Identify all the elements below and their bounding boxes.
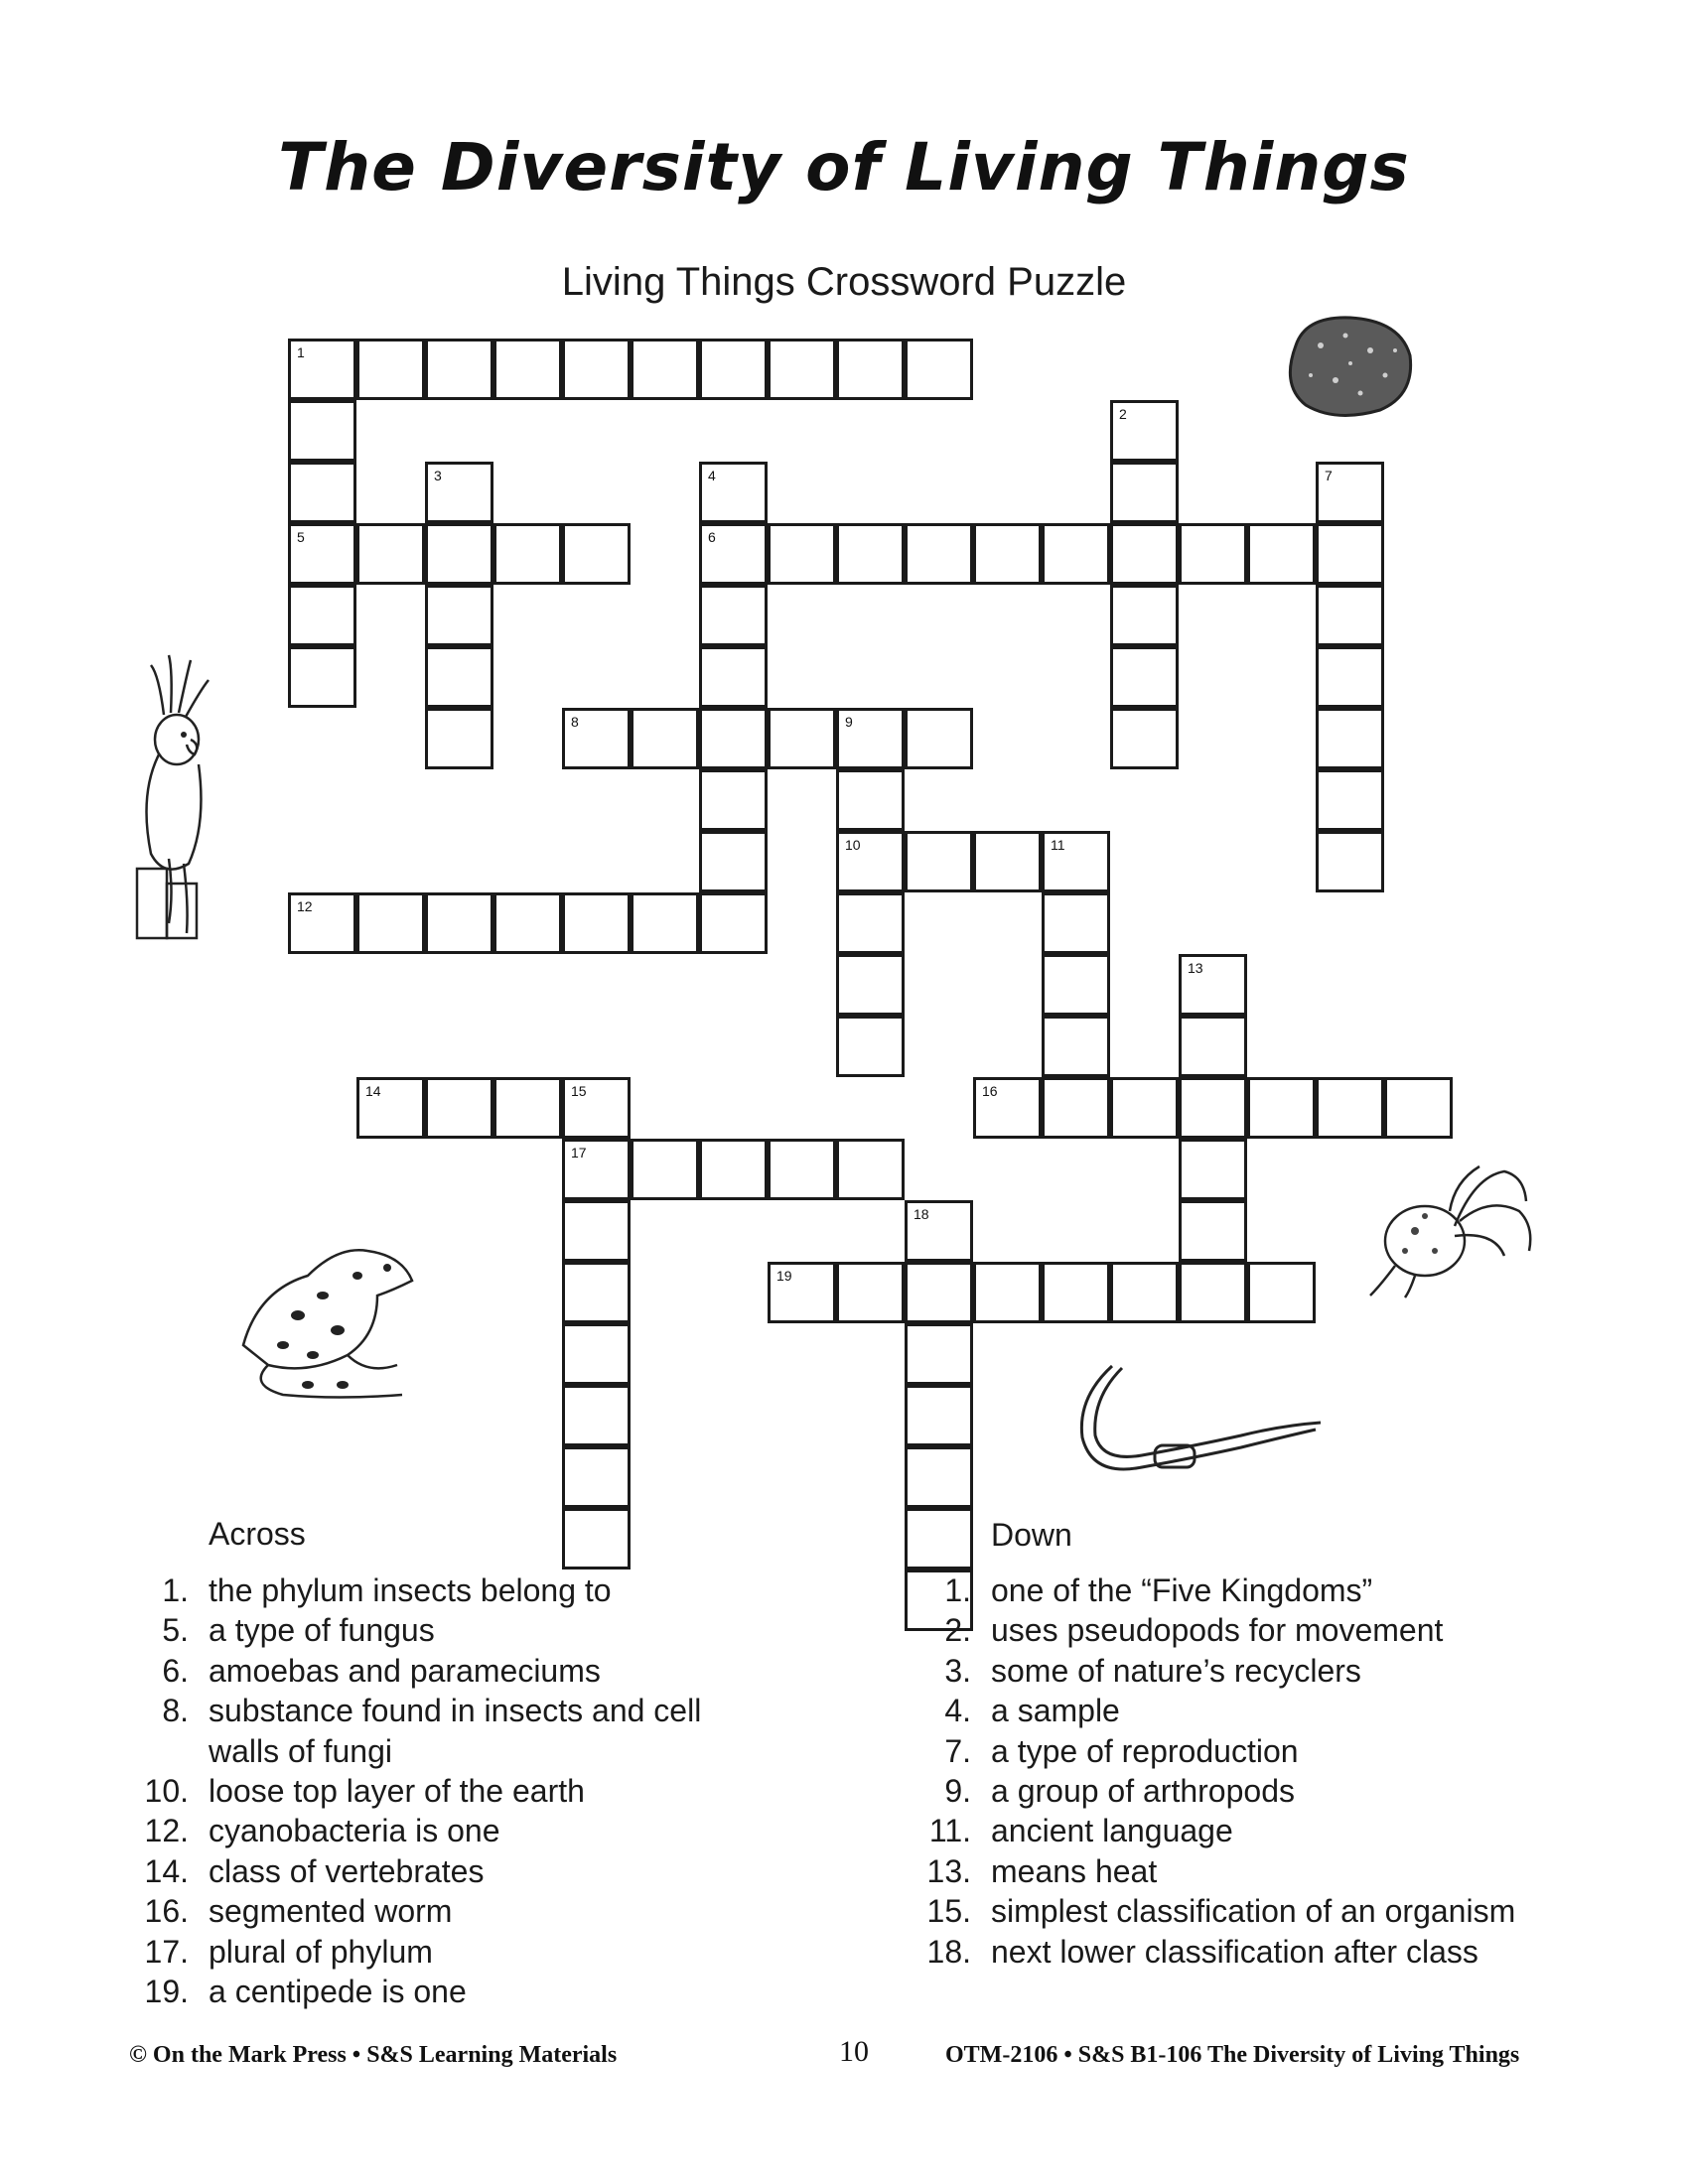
clue-text: ancient language xyxy=(991,1813,1233,1849)
crossword-cell[interactable] xyxy=(973,1077,1042,1139)
clue-text: means heat xyxy=(991,1852,1158,1889)
crossword-cell[interactable] xyxy=(1316,1077,1384,1139)
crossword-cell[interactable] xyxy=(905,1446,973,1508)
crossword-cell[interactable] xyxy=(768,1262,836,1323)
crossword-cell[interactable] xyxy=(768,1139,836,1200)
crossword-cell[interactable] xyxy=(699,892,768,954)
frog-illustration xyxy=(228,1236,427,1405)
crossword-cell[interactable] xyxy=(699,585,768,646)
crossword-cell[interactable] xyxy=(1179,1139,1247,1200)
across-heading: Across xyxy=(209,1516,306,1552)
clue-number: 12. xyxy=(144,1813,189,1849)
clue-number: 15. xyxy=(926,1893,971,1930)
crossword-cell[interactable] xyxy=(1179,523,1247,585)
clue-text: one of the “Five Kingdoms” xyxy=(991,1572,1373,1608)
crossword-cell[interactable] xyxy=(1110,646,1179,708)
clue-text: some of nature’s recyclers xyxy=(991,1652,1361,1689)
crossword-cell[interactable] xyxy=(1316,523,1384,585)
crossword-cell[interactable] xyxy=(562,1077,631,1139)
crossword-cell[interactable] xyxy=(1042,1077,1110,1139)
crossword-cell[interactable] xyxy=(836,1139,905,1200)
clue-number: 11. xyxy=(928,1813,971,1849)
crossword-cell[interactable] xyxy=(288,585,356,646)
crossword-cell[interactable] xyxy=(905,523,973,585)
crossword-cell[interactable] xyxy=(1110,585,1179,646)
crossword-cell[interactable] xyxy=(562,1508,631,1570)
crossword-cell[interactable] xyxy=(562,892,631,954)
crossword-cell[interactable] xyxy=(973,523,1042,585)
clue-text: amoebas and parameciums xyxy=(209,1652,601,1689)
clue-text: walls of fungi xyxy=(209,1732,392,1769)
crossword-cell[interactable] xyxy=(493,1077,562,1139)
clue-text: plural of phylum xyxy=(209,1933,433,1970)
crossword-cell[interactable] xyxy=(562,1385,631,1446)
crossword-cell[interactable] xyxy=(562,339,631,400)
clue-number: 3. xyxy=(944,1652,971,1689)
crossword-cell[interactable] xyxy=(425,708,493,769)
clue-text: segmented worm xyxy=(209,1893,453,1930)
crossword-cell[interactable] xyxy=(836,831,905,892)
crossword-cell[interactable] xyxy=(905,1323,973,1385)
crossword-cell[interactable] xyxy=(905,1262,973,1323)
clue-text: loose top layer of the earth xyxy=(209,1773,585,1809)
crossword-cell[interactable] xyxy=(836,1262,905,1323)
crossword-cell[interactable] xyxy=(631,892,699,954)
cell-number: 5 xyxy=(297,529,305,545)
crossword-cell[interactable] xyxy=(905,1385,973,1446)
crossword-cell[interactable] xyxy=(631,1139,699,1200)
clue-number: 9. xyxy=(944,1773,971,1809)
clue-item xyxy=(914,1651,1688,1691)
crossword-cell[interactable] xyxy=(1179,1262,1247,1323)
crossword-cell[interactable] xyxy=(288,462,356,523)
clue-number: 8. xyxy=(162,1693,189,1729)
clue-item xyxy=(131,1932,925,1972)
clue-text: substance found in insects and cell xyxy=(209,1693,702,1729)
crossword-cell[interactable] xyxy=(699,769,768,831)
crossword-cell[interactable] xyxy=(288,892,356,954)
cell-number: 17 xyxy=(571,1145,587,1160)
crossword-cell[interactable] xyxy=(699,708,768,769)
spider-illustration xyxy=(1355,1157,1539,1300)
crossword-cell[interactable] xyxy=(493,339,562,400)
cell-number: 1 xyxy=(297,344,305,360)
crossword-cell[interactable] xyxy=(425,1077,493,1139)
crossword-cell[interactable] xyxy=(562,1262,631,1323)
crossword-cell[interactable] xyxy=(768,708,836,769)
clue-text: cyanobacteria is one xyxy=(209,1813,500,1849)
crossword-cell[interactable] xyxy=(1042,523,1110,585)
clue-item xyxy=(131,1691,925,1730)
crossword-cell[interactable] xyxy=(288,523,356,585)
clue-number: 1. xyxy=(162,1572,189,1608)
cell-number: 12 xyxy=(297,898,313,914)
clue-item xyxy=(131,1851,925,1891)
crossword-cell[interactable] xyxy=(562,1139,631,1200)
clue-text: next lower classification after class xyxy=(991,1933,1478,1970)
crossword-cell[interactable] xyxy=(1110,523,1179,585)
crossword-cell[interactable] xyxy=(562,708,631,769)
crossword-cell[interactable] xyxy=(836,954,905,1016)
clue-number: 18. xyxy=(926,1933,971,1970)
crossword-cell[interactable] xyxy=(1110,462,1179,523)
crossword-cell[interactable] xyxy=(973,1262,1042,1323)
clue-number: 16. xyxy=(144,1893,189,1930)
cockatoo-illustration xyxy=(129,645,228,943)
clue-item xyxy=(914,1691,1688,1730)
crossword-cell[interactable] xyxy=(631,339,699,400)
cell-number: 19 xyxy=(776,1268,792,1284)
cell-number: 2 xyxy=(1119,406,1127,422)
crossword-cell[interactable] xyxy=(493,523,562,585)
clue-item xyxy=(131,1570,925,1610)
crossword-cell[interactable] xyxy=(905,831,973,892)
crossword-cell[interactable] xyxy=(493,892,562,954)
cell-number: 14 xyxy=(365,1083,381,1099)
clue-text: the phylum insects belong to xyxy=(209,1572,612,1608)
cell-number: 7 xyxy=(1325,468,1333,483)
clue-item xyxy=(914,1771,1688,1811)
footer-title: OTM-2106 • S&S B1-106 The Diversity of Living Things xyxy=(945,2042,1520,2068)
clue-text: a centipede is one xyxy=(209,1974,467,2009)
crossword-cell[interactable] xyxy=(562,1323,631,1385)
rock-illustration xyxy=(1276,306,1425,425)
crossword-cell[interactable] xyxy=(1042,831,1110,892)
crossword-cell[interactable] xyxy=(631,708,699,769)
crossword-cell[interactable] xyxy=(768,523,836,585)
crossword-cell[interactable] xyxy=(425,892,493,954)
clue-number: 13. xyxy=(926,1852,971,1889)
crossword-cell[interactable] xyxy=(1247,523,1316,585)
crossword-cell[interactable] xyxy=(905,1508,973,1570)
crossword-cell[interactable] xyxy=(1384,1077,1453,1139)
clue-text: a type of fungus xyxy=(209,1612,435,1649)
clue-text: a sample xyxy=(991,1693,1120,1729)
crossword-cell[interactable] xyxy=(836,708,905,769)
crossword-cell[interactable] xyxy=(836,339,905,400)
crossword-cell[interactable] xyxy=(699,646,768,708)
crossword-cell[interactable] xyxy=(1316,585,1384,646)
crossword-cell[interactable] xyxy=(836,892,905,954)
crossword-cell[interactable] xyxy=(1316,462,1384,523)
clue-text: a type of reproduction xyxy=(991,1732,1299,1769)
crossword-cell[interactable] xyxy=(699,831,768,892)
crossword-cell[interactable] xyxy=(356,523,425,585)
clue-number: 19. xyxy=(144,1974,189,2009)
clue-item xyxy=(131,1972,925,2011)
clue-number: 2. xyxy=(944,1612,971,1649)
clue-text: uses pseudopods for movement xyxy=(991,1612,1444,1649)
crossword-cell[interactable] xyxy=(1042,1016,1110,1077)
crossword-cell[interactable] xyxy=(1316,831,1384,892)
clue-item xyxy=(131,1771,925,1811)
crossword-cell[interactable] xyxy=(562,523,631,585)
crossword-cell[interactable] xyxy=(425,462,493,523)
page-number: 10 xyxy=(839,2035,869,2068)
clue-item xyxy=(914,1932,1688,1972)
crossword-cell[interactable] xyxy=(562,1200,631,1262)
crossword-cell[interactable] xyxy=(1316,646,1384,708)
cell-number: 18 xyxy=(914,1206,929,1222)
crossword-cell[interactable] xyxy=(1247,1262,1316,1323)
crossword-cell[interactable] xyxy=(288,400,356,462)
clue-item xyxy=(131,1731,925,1771)
crossword-cell[interactable] xyxy=(1316,708,1384,769)
clue-number: 5. xyxy=(162,1612,189,1649)
cell-number: 6 xyxy=(708,529,716,545)
crossword-cell[interactable] xyxy=(1179,1200,1247,1262)
crossword-cell[interactable] xyxy=(699,523,768,585)
footer-publisher: © On the Mark Press • S&S Learning Materials xyxy=(129,2042,618,2068)
clue-item xyxy=(914,1570,1688,1610)
cell-number: 13 xyxy=(1188,960,1203,976)
cell-number: 15 xyxy=(571,1083,587,1099)
crossword-cell[interactable] xyxy=(425,646,493,708)
crossword-cell[interactable] xyxy=(905,1200,973,1262)
clue-item xyxy=(131,1811,925,1850)
cell-number: 9 xyxy=(845,714,853,730)
clue-number: 1. xyxy=(944,1572,971,1608)
crossword-cell[interactable] xyxy=(1042,954,1110,1016)
clue-item xyxy=(914,1891,1688,1931)
crossword-cell[interactable] xyxy=(1179,954,1247,1016)
clue-number: 6. xyxy=(162,1652,189,1689)
crossword-cell[interactable] xyxy=(425,339,493,400)
crossword-cell[interactable] xyxy=(1247,1077,1316,1139)
clue-number: 7. xyxy=(944,1732,971,1769)
cell-number: 10 xyxy=(845,837,861,853)
clue-number: 17. xyxy=(144,1933,189,1970)
crossword-cell[interactable] xyxy=(1110,400,1179,462)
cell-number: 11 xyxy=(1051,837,1065,853)
crossword-cell[interactable] xyxy=(905,339,973,400)
clue-text: class of vertebrates xyxy=(209,1852,485,1889)
crossword-cell[interactable] xyxy=(425,523,493,585)
clue-item xyxy=(914,1610,1688,1650)
clue-item xyxy=(914,1731,1688,1771)
earthworm-illustration xyxy=(1067,1358,1336,1487)
crossword-cell[interactable] xyxy=(768,339,836,400)
clue-item xyxy=(131,1610,925,1650)
clue-item xyxy=(914,1811,1688,1850)
crossword-cell[interactable] xyxy=(1042,1262,1110,1323)
cell-number: 3 xyxy=(434,468,442,483)
crossword-cell[interactable] xyxy=(1042,892,1110,954)
page-title: The Diversity of Living Things xyxy=(278,129,1410,205)
crossword-cell[interactable] xyxy=(288,339,356,400)
crossword-cell[interactable] xyxy=(973,831,1042,892)
crossword-cell[interactable] xyxy=(905,708,973,769)
down-heading: Down xyxy=(991,1517,1072,1553)
crossword-cell[interactable] xyxy=(836,769,905,831)
crossword-cell[interactable] xyxy=(699,1139,768,1200)
crossword-cell[interactable] xyxy=(836,523,905,585)
crossword-cell[interactable] xyxy=(836,1016,905,1077)
crossword-cell[interactable] xyxy=(1179,1077,1247,1139)
crossword-cell[interactable] xyxy=(1110,1262,1179,1323)
crossword-cell[interactable] xyxy=(356,892,425,954)
clue-number: 4. xyxy=(944,1693,971,1729)
clue-text: a group of arthropods xyxy=(991,1773,1295,1809)
crossword-cell[interactable] xyxy=(1179,1016,1247,1077)
cell-number: 8 xyxy=(571,714,579,730)
crossword-cell[interactable] xyxy=(1110,1077,1179,1139)
clue-item xyxy=(131,1891,925,1931)
clue-text: simplest classification of an organism xyxy=(991,1893,1516,1930)
cell-number: 16 xyxy=(982,1083,998,1099)
crossword-cell[interactable] xyxy=(288,646,356,708)
crossword-cell[interactable] xyxy=(562,1446,631,1508)
crossword-cell[interactable] xyxy=(356,1077,425,1139)
clue-item xyxy=(914,1851,1688,1891)
crossword-cell[interactable] xyxy=(699,462,768,523)
crossword-cell[interactable] xyxy=(699,339,768,400)
crossword-cell[interactable] xyxy=(425,585,493,646)
crossword-cell[interactable] xyxy=(356,339,425,400)
clue-number: 14. xyxy=(144,1852,189,1889)
clue-number: 10. xyxy=(144,1773,189,1809)
clue-item xyxy=(131,1651,925,1691)
puzzle-subtitle: Living Things Crossword Puzzle xyxy=(561,260,1127,304)
crossword-cell[interactable] xyxy=(1110,708,1179,769)
cell-number: 4 xyxy=(708,468,716,483)
crossword-cell[interactable] xyxy=(1316,769,1384,831)
